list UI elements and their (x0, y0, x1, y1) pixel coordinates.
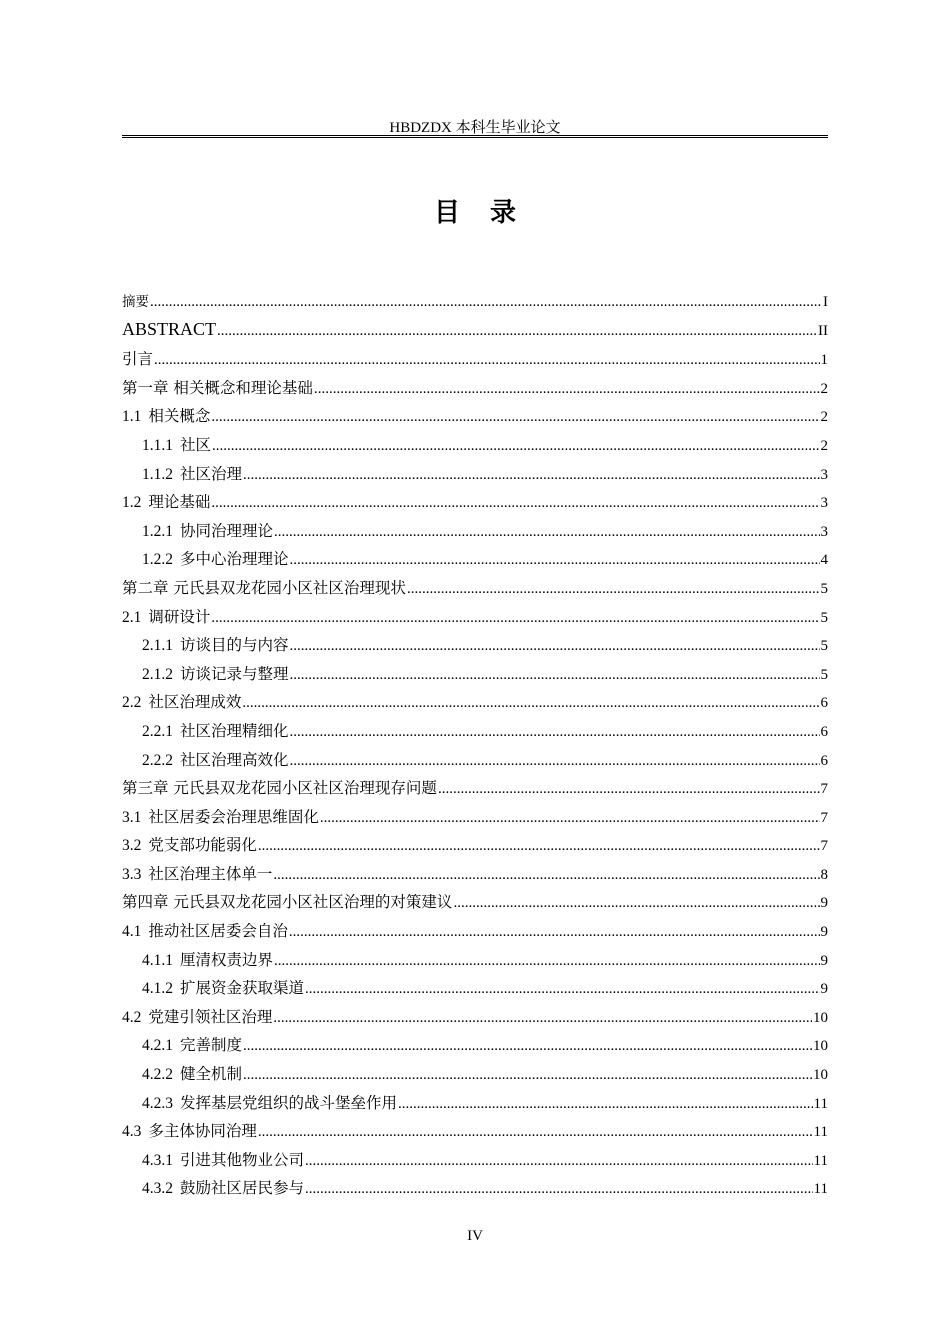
toc-entry-text: 第四章 元氏县双龙花园小区社区治理的对策建议 (122, 893, 453, 912)
toc-leader (150, 294, 822, 311)
toc-leader (453, 895, 819, 912)
header-rule-thin (122, 135, 828, 136)
toc-entry[interactable] (122, 748, 828, 777)
toc-entry-text: 第二章 元氏县双龙花园小区社区治理现状 (122, 578, 406, 597)
toc-leader (290, 667, 820, 684)
toc-section-number: 3.2 (122, 837, 142, 855)
toc-entry[interactable] (122, 1176, 828, 1205)
toc-entry-text: 鼓励社区居民参与 (180, 1179, 305, 1198)
toc-leader (314, 381, 820, 398)
toc-leader (274, 953, 819, 970)
toc-leader (211, 409, 819, 426)
toc-section-number: 3.3 (122, 865, 142, 883)
toc-entry[interactable] (122, 1005, 828, 1034)
toc-entry-text: 社区 (180, 435, 212, 454)
toc-section-number: 3.1 (122, 808, 142, 826)
toc-section-number: 2.2.1 (142, 722, 173, 740)
toc-entry[interactable] (122, 519, 828, 548)
toc-page-number: 5 (820, 638, 828, 655)
toc-entry-text: 摘要 (122, 294, 149, 310)
toc-page-number: 4 (820, 552, 828, 569)
toc-entry-text: 党支部功能弱化 (148, 836, 257, 855)
toc-entry[interactable] (122, 833, 828, 862)
toc-entry-text: 多主体协同治理 (148, 1122, 257, 1141)
toc-entry[interactable] (122, 319, 828, 348)
toc-entry-text: 多中心治理理论 (180, 550, 289, 569)
toc-entry[interactable] (122, 462, 828, 491)
toc-entry-text: ABSTRACT (122, 318, 217, 339)
table-of-contents (122, 290, 828, 1205)
toc-page-number: 5 (820, 666, 828, 683)
toc-entry-text: 引言 (122, 350, 154, 369)
toc-page-number: 11 (813, 1095, 828, 1112)
header-rule-thick (122, 137, 828, 138)
toc-leader (290, 552, 820, 569)
toc-section-number: 4.1.1 (142, 951, 173, 969)
toc-section-number: 4.2.2 (142, 1066, 173, 1084)
toc-entry-text: 发挥基层党组织的战斗堡垒作用 (180, 1093, 398, 1112)
toc-entry[interactable] (122, 776, 828, 805)
toc-leader (242, 695, 819, 712)
toc-leader (212, 438, 819, 455)
toc-entry[interactable] (122, 547, 828, 576)
toc-entry[interactable] (122, 948, 828, 977)
toc-entry[interactable] (122, 919, 828, 948)
toc-entry[interactable] (122, 290, 828, 319)
toc-entry-text: 理论基础 (148, 493, 211, 512)
toc-entry-text: 访谈目的与内容 (180, 636, 289, 655)
toc-title: 目录 (433, 198, 546, 228)
toc-section-number: 4.2.3 (142, 1094, 173, 1112)
toc-entry[interactable] (122, 376, 828, 405)
toc-page-number: 6 (820, 723, 828, 740)
toc-page-number: 7 (820, 838, 828, 855)
toc-page-number: 6 (820, 695, 828, 712)
toc-entry-text: 健全机制 (180, 1065, 243, 1084)
toc-section-number: 2.1 (122, 608, 142, 626)
toc-entry[interactable] (122, 404, 828, 433)
toc-page-number: 3 (820, 523, 828, 540)
toc-page-number: 10 (813, 1038, 828, 1055)
toc-section-number: 4.2 (122, 1008, 142, 1026)
toc-entry-text: 完善制度 (180, 1036, 243, 1055)
toc-page-number: 10 (813, 1067, 828, 1084)
toc-leader (290, 753, 820, 770)
toc-entry-text: 社区治理主体单一 (148, 864, 273, 883)
toc-entry-text: 相关概念 (148, 407, 211, 426)
toc-section-number: 1.2.2 (142, 551, 173, 569)
toc-entry[interactable] (122, 805, 828, 834)
toc-page-number: 11 (813, 1124, 828, 1141)
toc-page-number: 5 (820, 580, 828, 597)
toc-entry[interactable] (122, 862, 828, 891)
toc-entry[interactable] (122, 1119, 828, 1148)
toc-section-number: 4.1 (122, 923, 142, 941)
toc-leader (243, 467, 819, 484)
toc-entry-text: 推动社区居委会自治 (148, 922, 288, 941)
toc-leader (273, 867, 819, 884)
toc-entry[interactable] (122, 490, 828, 519)
toc-page-number: 2 (820, 437, 828, 454)
toc-leader (290, 638, 820, 655)
toc-section-number: 1.1.1 (142, 436, 173, 454)
toc-section-number: 1.2 (122, 494, 142, 512)
toc-section-number: 2.2.2 (142, 751, 173, 769)
toc-leader (258, 1124, 813, 1141)
toc-page-number: 9 (820, 952, 828, 969)
toc-page-number: 9 (820, 924, 828, 941)
toc-section-number: 4.3.1 (142, 1151, 173, 1169)
toc-leader (217, 323, 817, 340)
toc-page-number: II (818, 322, 828, 339)
toc-page-number: 11 (813, 1152, 828, 1169)
toc-entry-text: 社区治理 (180, 464, 243, 483)
toc-section-number: 2.1.2 (142, 665, 173, 683)
toc-entry-text: 协同治理理论 (180, 521, 274, 540)
toc-leader (154, 352, 819, 369)
toc-page-number: 2 (820, 409, 828, 426)
toc-entry-text: 社区治理成效 (148, 693, 242, 712)
toc-page-number: 5 (820, 609, 828, 626)
toc-entry-text: 厘清权责边界 (180, 950, 274, 969)
toc-leader (273, 1010, 812, 1027)
toc-leader (398, 1096, 813, 1113)
toc-entry[interactable] (122, 433, 828, 462)
toc-page-number: 3 (820, 466, 828, 483)
toc-page-number: 2 (820, 380, 828, 397)
toc-section-number: 1.1.2 (142, 465, 173, 483)
toc-entry[interactable] (122, 976, 828, 1005)
toc-leader (305, 1181, 813, 1198)
toc-page-number: 9 (820, 981, 828, 998)
toc-entry-text: 调研设计 (148, 607, 211, 626)
toc-leader (274, 524, 819, 541)
toc-section-number: 1.1 (122, 408, 142, 426)
toc-page-number: 7 (820, 809, 828, 826)
toc-entry[interactable] (122, 605, 828, 634)
toc-entry[interactable] (122, 662, 828, 691)
toc-page-number: 9 (820, 895, 828, 912)
toc-entry[interactable] (122, 719, 828, 748)
toc-section-number: 1.2.1 (142, 522, 173, 540)
toc-page-number: 3 (820, 495, 828, 512)
running-header: HBDZDX 本科生毕业论文 (389, 120, 561, 136)
toc-leader (305, 981, 819, 998)
toc-entry-text: 社区治理高效化 (180, 750, 289, 769)
toc-entry[interactable] (122, 1091, 828, 1120)
toc-leader (407, 581, 820, 598)
toc-entry[interactable] (122, 690, 828, 719)
toc-section-number: 2.2 (122, 694, 142, 712)
toc-leader (211, 610, 819, 627)
toc-leader (305, 1153, 813, 1170)
toc-entry-text: 党建引领社区治理 (148, 1007, 273, 1026)
toc-leader (290, 724, 820, 741)
toc-entry[interactable] (122, 890, 828, 919)
toc-page-number: 8 (820, 866, 828, 883)
toc-page-number: 10 (813, 1009, 828, 1026)
page-number-footer: IV (467, 1228, 483, 1244)
toc-entry-text: 第一章 相关概念和理论基础 (122, 378, 313, 397)
toc-entry-text: 社区居委会治理思维固化 (148, 807, 319, 826)
toc-entry-text: 社区治理精细化 (180, 721, 289, 740)
toc-leader (438, 781, 820, 798)
toc-entry-text: 引进其他物业公司 (180, 1150, 305, 1169)
toc-page-number: 7 (820, 781, 828, 798)
toc-page-number: 6 (820, 752, 828, 769)
toc-leader (289, 924, 820, 941)
toc-section-number: 4.1.2 (142, 980, 173, 998)
toc-section-number: 2.1.1 (142, 637, 173, 655)
toc-entry-text: 扩展资金获取渠道 (180, 979, 305, 998)
toc-entry[interactable] (122, 576, 828, 605)
toc-leader (320, 810, 820, 827)
toc-section-number: 4.3 (122, 1123, 142, 1141)
toc-leader (243, 1067, 812, 1084)
toc-page-number: I (823, 294, 828, 310)
toc-leader (243, 1038, 812, 1055)
toc-section-number: 4.3.2 (142, 1180, 173, 1198)
toc-entry[interactable] (122, 1148, 828, 1177)
toc-entry[interactable] (122, 347, 828, 376)
toc-entry[interactable] (122, 633, 828, 662)
toc-entry-text: 第三章 元氏县双龙花园小区社区治理现存问题 (122, 779, 437, 798)
toc-entry[interactable] (122, 1033, 828, 1062)
toc-page-number: 1 (820, 352, 828, 369)
toc-page-number: 11 (813, 1181, 828, 1198)
toc-leader (258, 838, 820, 855)
toc-entry[interactable] (122, 1062, 828, 1091)
toc-section-number: 4.2.1 (142, 1037, 173, 1055)
toc-entry-text: 访谈记录与整理 (180, 664, 289, 683)
toc-leader (211, 495, 819, 512)
